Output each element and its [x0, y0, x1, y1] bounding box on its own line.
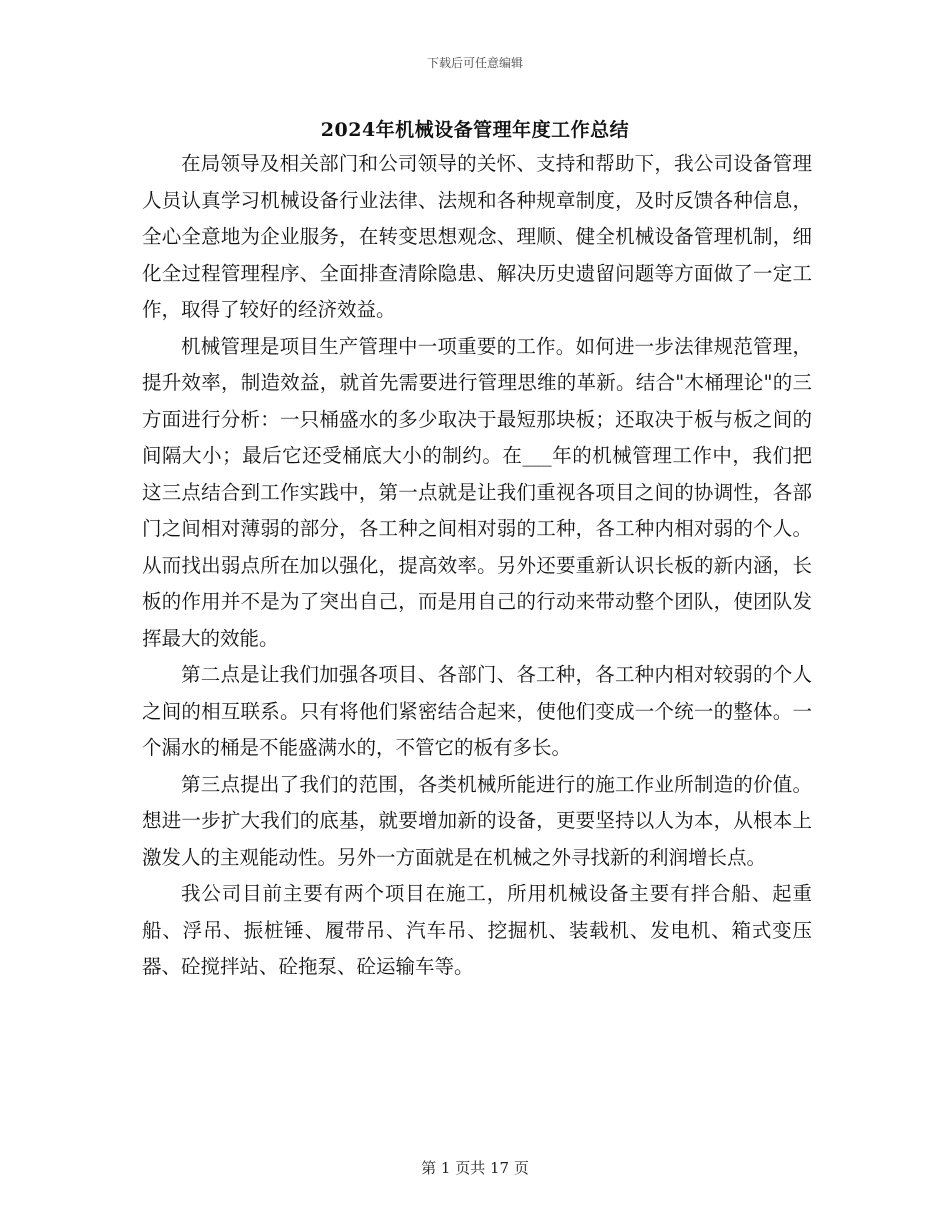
document-title: 2024年机械设备管理年度工作总结 — [320, 119, 630, 141]
paragraph-4: 第三点提出了我们的范围，各类机械所能进行的施工作业所制造的价值。想进一步扩大我们的底基，就要增加新的设备，更要坚持以人为本，从根本上激发人的主观能动性。另外一方面就是在机械之外寻找新的利润增长点。 — [142, 772, 812, 869]
page-header-note: 下载后可任意编辑 — [426, 56, 523, 70]
document-body — [142, 146, 812, 986]
paragraph-5: 我公司目前主要有两个项目在施工，所用机械设备主要有拌合船、起重船、浮吊、振桩锤、履带吊、汽车吊、挖掘机、装载机、发电机、箱式变压器、砼搅拌站、砼拖泵、砼运输车等。 — [142, 882, 812, 978]
paragraph-3: 第二点是让我们加强各项目、各部门、各工种，各工种内相对较弱的个人之间的相互联系。只有将他们紧密结合起来，使他们变成一个统一的整体。一个漏水的桶是不能盛满水的，不管它的板有多长。 — [142, 663, 812, 759]
paragraph-2: 机械管理是项目生产管理中一项重要的工作。如何进一步法律规范管理，提升效率，制造效益，就首先需要进行管理思维的革新。结合"木桶理论"的三方面进行分析：一只桶盛水的多少取决于最短那块板；还取决于板与板之间的间隔大小；最后它还受桶底大小的制约。在___年的机械管理工作中，我们把这三点结合到工作实践中，第一点就是让我们重视各项目之间的协调性，各部门之间相对薄弱的部分，各工种之间相对弱的工种，各工种内相对弱的个人。从而找出弱点所在加以强化，提高效率。另外还要重新认识长板的新内涵，长板的作用并不是为了突出自己，而是用自己的行动来带动整个团队，使团队发挥最大的效能。 — [142, 334, 812, 650]
paragraph-1: 在局领导及相关部门和公司领导的关怀、支持和帮助下，我公司设备管理人员认真学习机械设备行业法律、法规和各种规章制度，及时反馈各种信息，全心全意地为企业服务，在转变思想观念、理顺、健全机械设备管理机制，细化全过程管理程序、全面排查清除隐患、解决历史遗留问题等方面做了一定工作，取得了较好的经济效益。 — [142, 152, 812, 321]
page-number: 第 1 页共 17 页 — [421, 1159, 529, 1177]
